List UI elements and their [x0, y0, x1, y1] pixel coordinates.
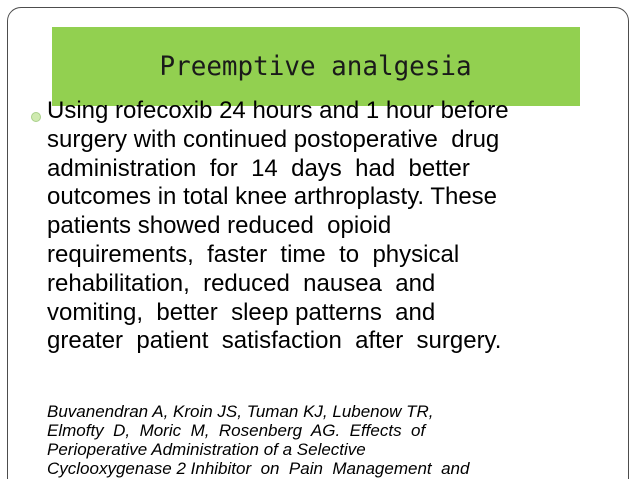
reference-line: Buvanendran A, Kroin JS, Tuman KJ, Lubenow TR, — [47, 402, 434, 421]
reference-line: Perioperative Administration of a Selective — [47, 440, 366, 459]
bullet-line: rehabilitation, reduced nausea and — [47, 269, 436, 297]
reference-line: Elmofty D, Moric M, Rosenberg AG. Effects of — [47, 421, 426, 440]
slide-title: Preemptive analgesia — [159, 51, 473, 82]
bullet-line: vomiting, better sleep patterns and — [47, 298, 436, 326]
bullet-dot-icon — [31, 112, 41, 122]
bullet-line: surgery with continued postoperative drug — [47, 125, 500, 153]
bullet-text — [47, 97, 607, 356]
reference-line: Cyclooxygenase 2 Inhibitor on Pain Management and — [47, 459, 470, 478]
bullet-line: greater patient satisfaction after surgery. — [47, 327, 502, 355]
bullet-line: requirements, faster time to physical — [47, 240, 460, 268]
bullet-line: administration for 14 days had better — [47, 154, 470, 182]
reference-citation — [47, 402, 607, 478]
bullet-line: Using rofecoxib 24 hours and 1 hour before — [47, 97, 509, 124]
title-banner — [52, 27, 580, 106]
bullet-line: patients showed reduced opioid — [47, 212, 392, 240]
bullet-line: outcomes in total knee arthroplasty. These — [47, 183, 498, 211]
